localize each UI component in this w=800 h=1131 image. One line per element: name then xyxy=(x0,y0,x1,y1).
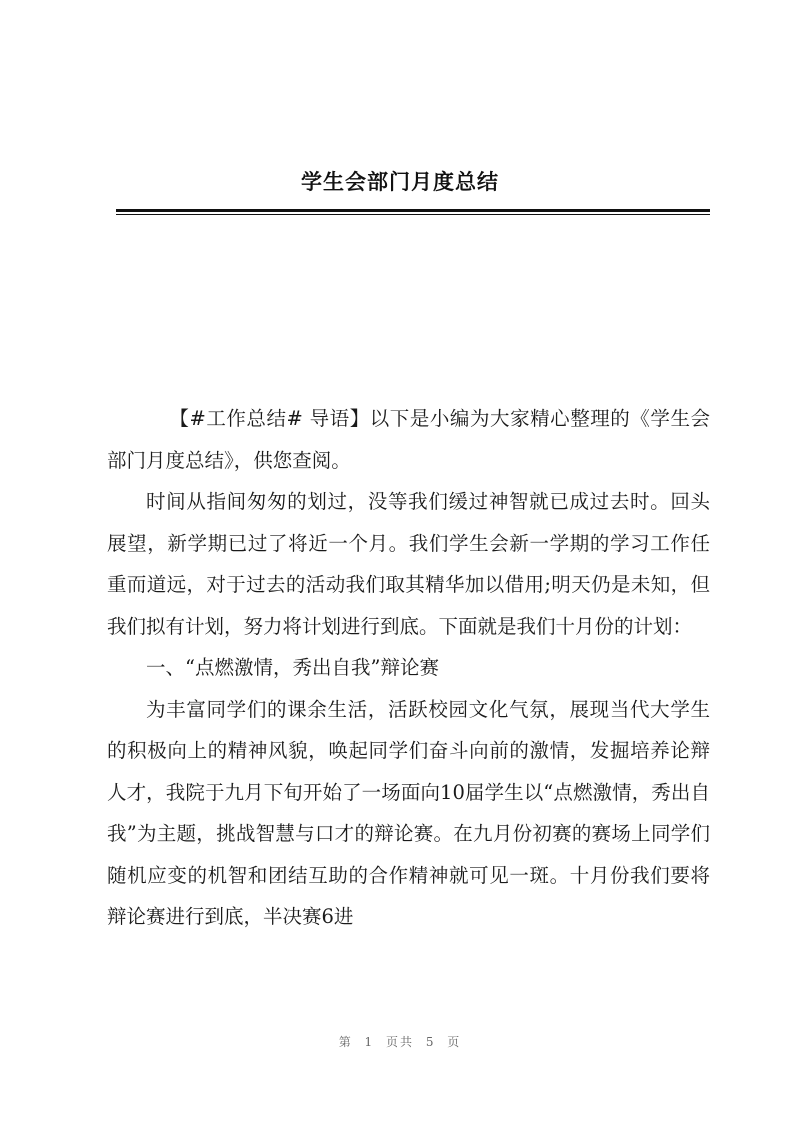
title-rule-thin xyxy=(116,214,710,215)
body-paragraph: 时间从指间匆匆的划过，没等我们缓过神智就已成过去时。回头展望，新学期已过了将近一个月。我们学生会新一学期的学习工作任重而道远，对于过去的活动我们取其精华加以借用;明天仍是未知，但我们拟有计划，努力将计划进行到底。下面就是我们十月份的计划： xyxy=(107,490,710,638)
section-heading: 一、“点燃激情，秀出自我”辩论赛 xyxy=(146,656,439,679)
title-rule-thick xyxy=(116,209,710,212)
body-paragraph: 为丰富同学们的课余生活，活跃校园文化气氛，展现当代大学生的积极向上的精神风貌，唤起同学们奋斗向前的激情，发掘培养论辩人才，我院于九月下旬开始了一场面向10届学生以“点燃激情，秀出自我”为主题，挑战智慧与口才的辩论赛。在九月份初赛的赛场上同学们随机应变的机智和团结互助的合作精神就可见一斑。十月份我们要将辩论赛进行到底，半决赛6进 xyxy=(107,697,710,928)
intro-paragraph: 【#工作总结# 导语】以下是小编为大家精心整理的《学生会部门月度总结》，供您查阅。 xyxy=(107,407,710,472)
document-title: 学生会部门月度总结 xyxy=(301,170,499,194)
document-body xyxy=(107,398,710,938)
page-footer: 第 1 页共 5 页 xyxy=(338,1035,462,1049)
